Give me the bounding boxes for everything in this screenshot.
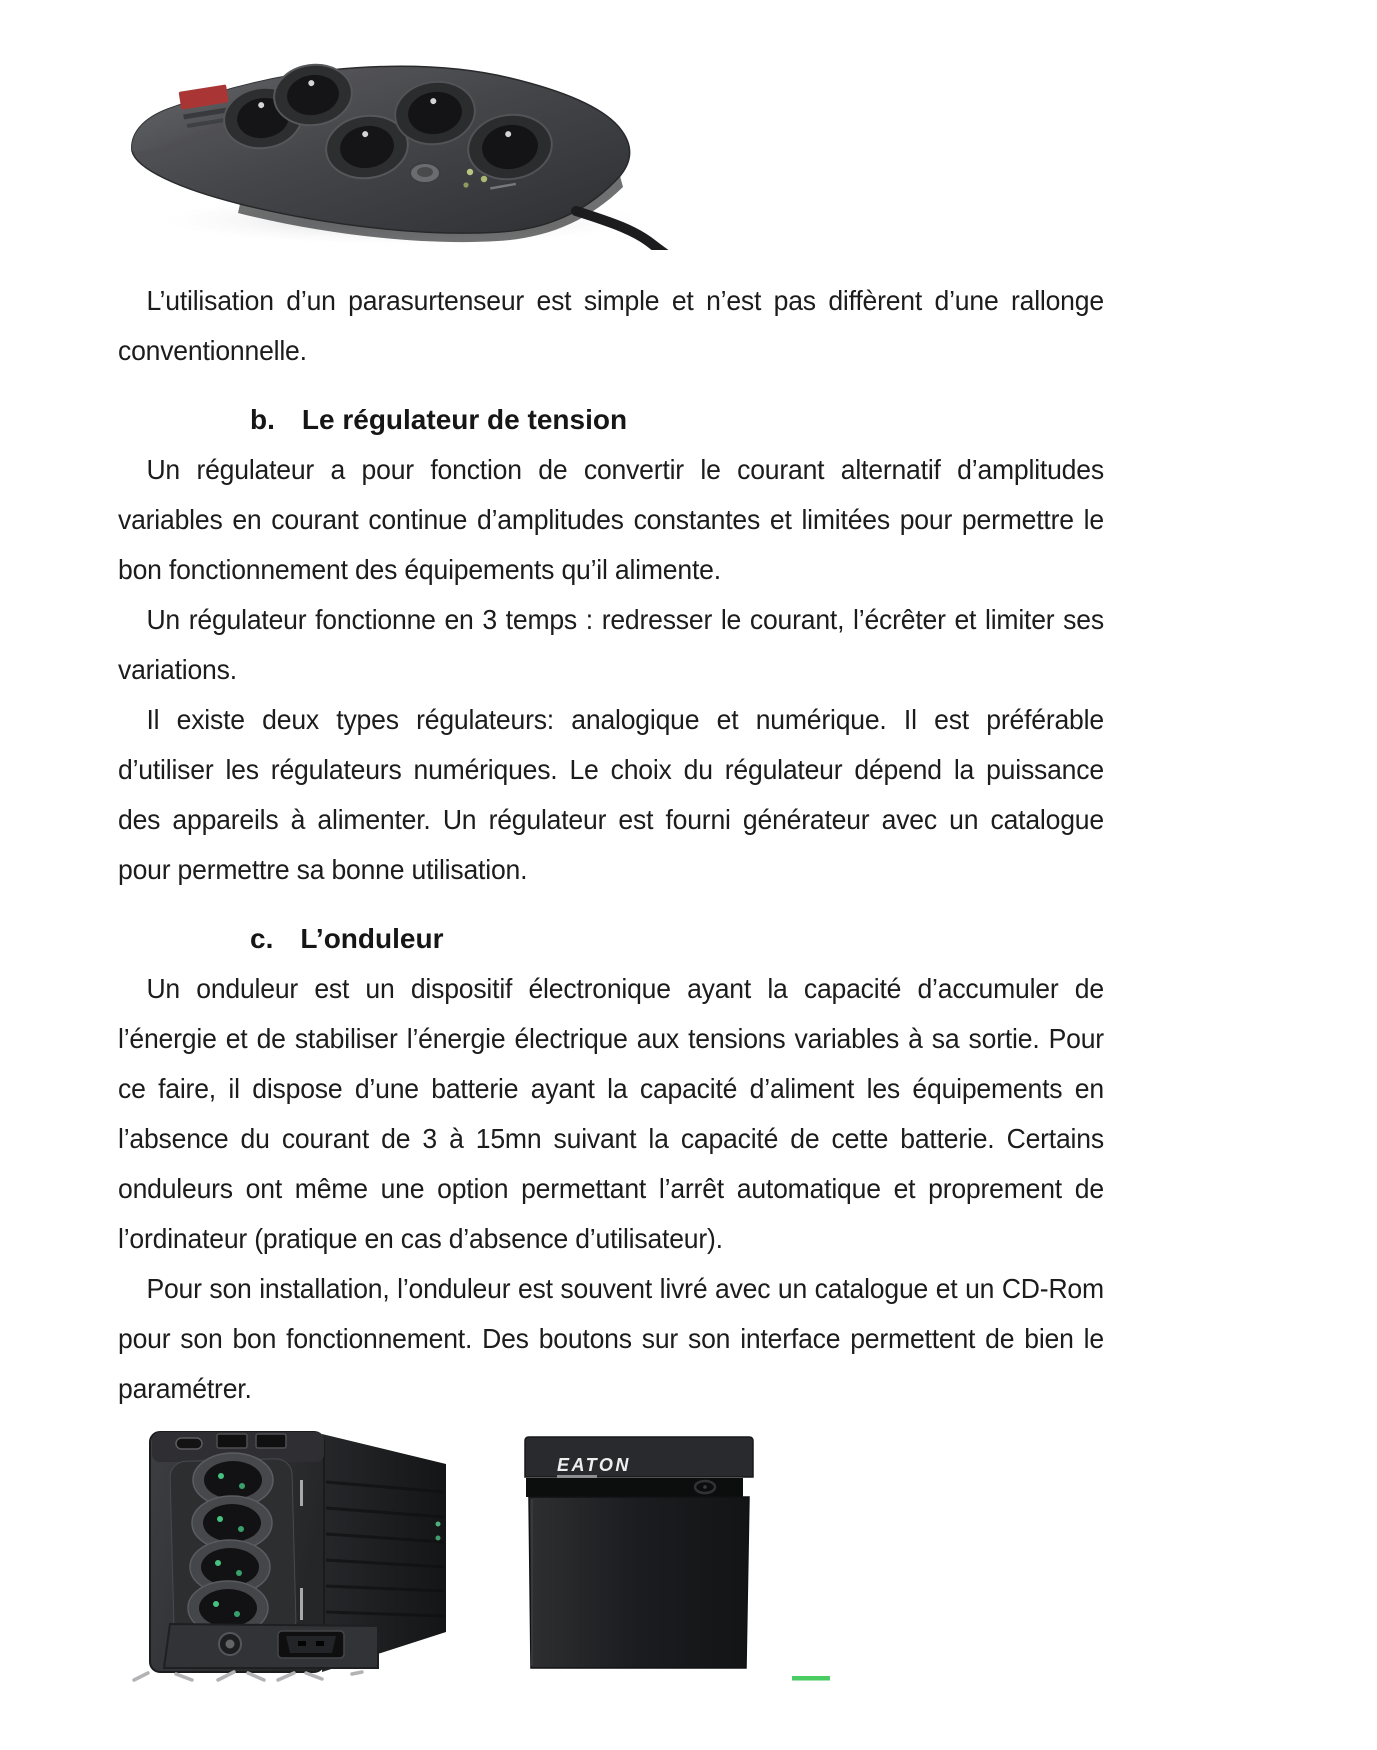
text-line: Un régulateur fonctionne en 3 temps : redresser le courant, l’écrêter et limiter ses	[146, 604, 1104, 635]
ups-right-body	[529, 1497, 749, 1668]
text-line: pour permettre sa bonne utilisation.	[118, 854, 528, 885]
reflection-dashes	[134, 1672, 362, 1680]
text-line: Un régulateur a pour fonction de convertir le courant alternatif d’amplitudes	[146, 454, 1104, 485]
paragraph	[118, 964, 1163, 1264]
section-heading-b	[118, 395, 1163, 445]
text-line: onduleurs ont même une option permettant l’arrêt automatique et proprement de	[118, 1173, 1104, 1204]
text-line: variations.	[118, 654, 237, 685]
paragraph	[118, 595, 1163, 695]
reset-button	[410, 163, 440, 183]
text-line: d’utiliser les régulateurs numériques. Le choix du régulateur dépend la puissance	[118, 754, 1104, 785]
text-line: Il existe deux types régulateurs: analogique et numérique. Il est préférable	[146, 704, 1104, 735]
paragraph	[118, 695, 1163, 895]
text-line: l’absence du courant de 3 à 15mn suivant la capacité de cette batterie. Certains	[118, 1123, 1104, 1154]
ups-left-unit	[150, 1432, 446, 1672]
document-body-text	[118, 276, 1163, 1414]
ups-power-inlet	[278, 1631, 344, 1658]
text-line: l’énergie et de stabiliser l’énergie électrique aux tensions variables à sa sortie. Pour	[118, 1023, 1104, 1054]
outlet-label-mark	[300, 1480, 303, 1506]
text-line: Pour son installation, l’onduleur est souvent livré avec un catalogue et un CD-Rom	[146, 1273, 1104, 1304]
outlet-label-mark	[300, 1588, 303, 1620]
paragraph	[118, 1264, 1163, 1414]
text-line: paramétrer.	[118, 1373, 252, 1404]
text-line: ce faire, il dispose d’une batterie ayant la capacité d’aliment les équipements en	[118, 1073, 1104, 1104]
text-line: variables en courant continue d’amplitudes constantes et limitées pour permettre le	[118, 504, 1104, 535]
surge-protector-photo	[118, 55, 670, 250]
text-line: l’ordinateur (pratique en cas d’absence d’utilisateur).	[118, 1223, 723, 1254]
heading-number: b.	[250, 404, 275, 435]
paragraph	[118, 445, 1163, 595]
section-heading-c	[118, 914, 1163, 964]
text-line: des appareils à alimenter. Un régulateur est fourni générateur avec un catalogue	[118, 804, 1104, 835]
text-line: pour son bon fonctionnement. Des boutons sur son interface permettent de bien le	[118, 1323, 1104, 1354]
green-dash-mark	[792, 1676, 830, 1681]
eaton-logo: EATON	[557, 1455, 631, 1475]
ups-gloss-band	[526, 1478, 743, 1497]
ups-photo	[120, 1420, 840, 1692]
heading-title: L’onduleur	[300, 923, 444, 954]
ups-right-unit	[525, 1437, 753, 1668]
text-line: conventionnelle.	[118, 335, 307, 366]
text-line: Un onduleur est un dispositif électronique ayant la capacité d’accumuler de	[146, 973, 1104, 1004]
text-line: bon fonctionnement des équipements qu’il alimente.	[118, 554, 721, 585]
ups-bottom-ledge	[164, 1624, 378, 1668]
text-line: L’utilisation d’un parasurtenseur est simple et n’est pas diffèrent d’une rallonge	[146, 285, 1104, 316]
heading-number: c.	[250, 923, 274, 954]
eaton-model-line	[557, 1475, 597, 1478]
heading-title: Le régulateur de tension	[301, 404, 628, 435]
paragraph	[118, 276, 1163, 376]
